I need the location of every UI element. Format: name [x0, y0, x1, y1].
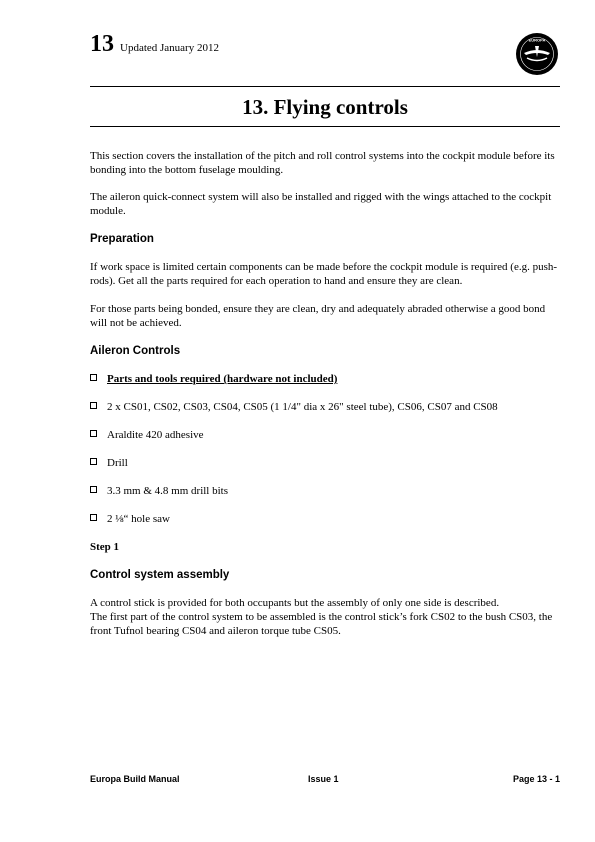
updated-date: Updated January 2012 [120, 42, 219, 54]
list-item [90, 428, 560, 442]
checkbox-bullet-icon [90, 458, 97, 465]
list-item [90, 456, 560, 470]
step-paragraph-1: A control stick is provided for both occupants but the assembly of only one side is described. [90, 597, 500, 609]
aileron-heading: Aileron Controls [90, 345, 181, 357]
page-header [90, 30, 560, 80]
title-rule-top [90, 86, 560, 87]
checkbox-bullet-icon [90, 430, 97, 437]
checkbox-bullet-icon [90, 514, 97, 521]
list-item [90, 372, 560, 386]
europa-logo-icon [515, 32, 559, 76]
list-item [90, 400, 560, 414]
footer-manual-title: Europa Build Manual [90, 774, 180, 784]
list-item-text: Drill [107, 457, 128, 469]
step-heading: Control system assembly [90, 569, 230, 581]
preparation-heading: Preparation [90, 233, 154, 245]
page-footer [90, 772, 560, 786]
checkbox-bullet-icon [90, 374, 97, 381]
step-paragraph-2: The first part of the control system to be assembled is the control stick’s fork CS02 to the bush CS03, the front Tufnol bearing CS04 and aileron torque tube CS05. [90, 611, 553, 637]
list-item [90, 512, 560, 526]
preparation-paragraph-1: If work space is limited certain components can be made before the cockpit module is required (e.g. push-rods). Get all the parts required for each operation to hand and ensure they are clean. [90, 261, 558, 287]
svg-text:EUROPA: EUROPA [528, 37, 546, 43]
chapter-number: 13 [90, 31, 114, 57]
footer-issue: Issue 1 [308, 774, 339, 784]
preparation-paragraph-2: For those parts being bonded, ensure they are clean, dry and adequately abraded otherwise a good bond will not be achieved. [90, 303, 546, 329]
list-item-text: Araldite 420 adhesive [107, 429, 204, 441]
list-item-text: 2 ⅛“ hole saw [107, 513, 170, 525]
intro-paragraph-1: This section covers the installation of the pitch and roll control systems into the cockpit module before its bonding into the bottom fuselage moulding. [90, 150, 555, 176]
footer-page-number: Page 13 - 1 [512, 774, 560, 784]
intro-paragraph-2: The aileron quick-connect system will also be installed and rigged with the wings attached to the cockpit module. [90, 191, 552, 217]
checkbox-bullet-icon [90, 402, 97, 409]
list-item-text: 2 x CS01, CS02, CS03, CS04, CS05 (1 1/4" dia x 26" steel tube), CS06, CS07 and CS08 [107, 401, 498, 413]
list-item-text: Parts and tools required (hardware not included) [107, 373, 338, 385]
checkbox-bullet-icon [90, 486, 97, 493]
list-item [90, 484, 560, 498]
step-label: Step 1 [90, 541, 120, 553]
list-item-text: 3.3 mm & 4.8 mm drill bits [107, 485, 229, 497]
title-rule-bottom [90, 126, 560, 127]
section-title: 13. Flying controls [242, 95, 408, 119]
